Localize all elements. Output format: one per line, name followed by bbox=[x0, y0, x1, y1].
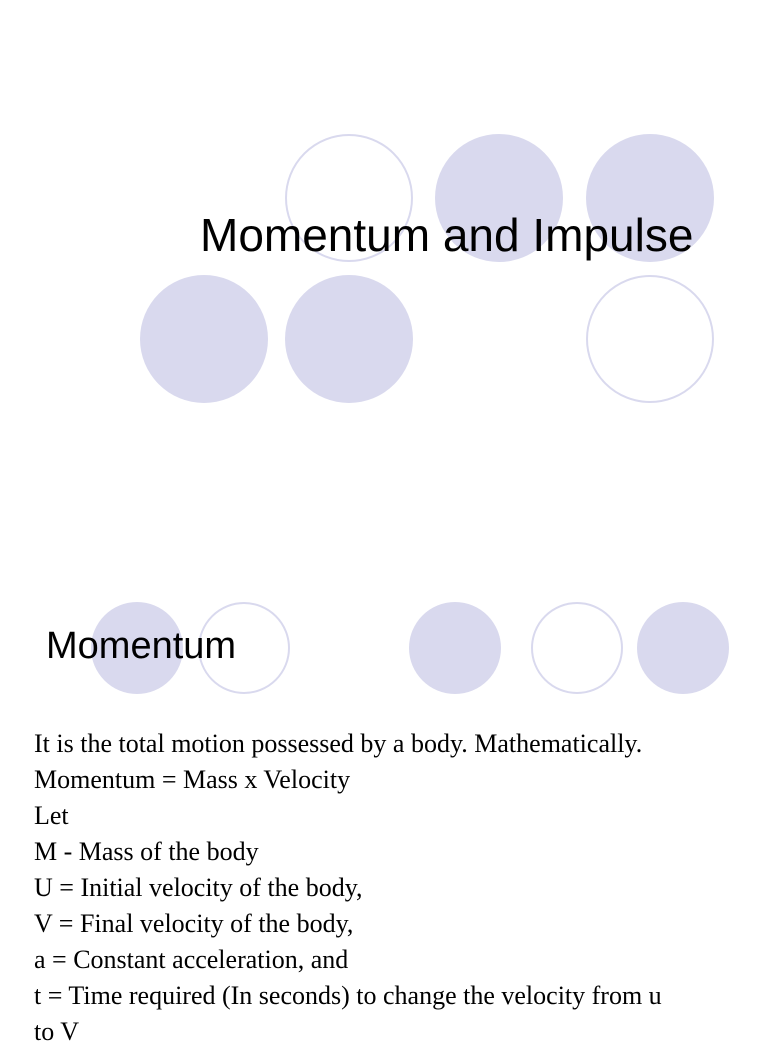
content-slide bbox=[0, 540, 768, 1046]
decorative-circle bbox=[409, 602, 501, 694]
decorative-circle bbox=[140, 275, 268, 403]
body-line: M - Mass of the body bbox=[34, 837, 259, 866]
body-line: to V bbox=[34, 1017, 80, 1046]
decorative-circle bbox=[285, 275, 413, 403]
decorative-circle bbox=[531, 602, 623, 694]
slide-title: Momentum and Impulse bbox=[200, 209, 694, 261]
slide-heading: Momentum bbox=[46, 625, 237, 667]
body-line: It is the total motion possessed by a body. Mathematically. bbox=[34, 729, 643, 758]
body-line: Momentum = Mass x Velocity bbox=[34, 765, 351, 794]
body-line: Let bbox=[34, 801, 69, 830]
decorative-circle bbox=[586, 275, 714, 403]
body-line: a = Constant acceleration, and bbox=[34, 945, 349, 974]
decorative-circle bbox=[637, 602, 729, 694]
body-line: V = Final velocity of the body, bbox=[34, 909, 354, 938]
body-line: U = Initial velocity of the body, bbox=[34, 873, 363, 902]
body-line: t = Time required (In seconds) to change the velocity from u bbox=[34, 981, 662, 1010]
slide-body bbox=[34, 726, 754, 1050]
